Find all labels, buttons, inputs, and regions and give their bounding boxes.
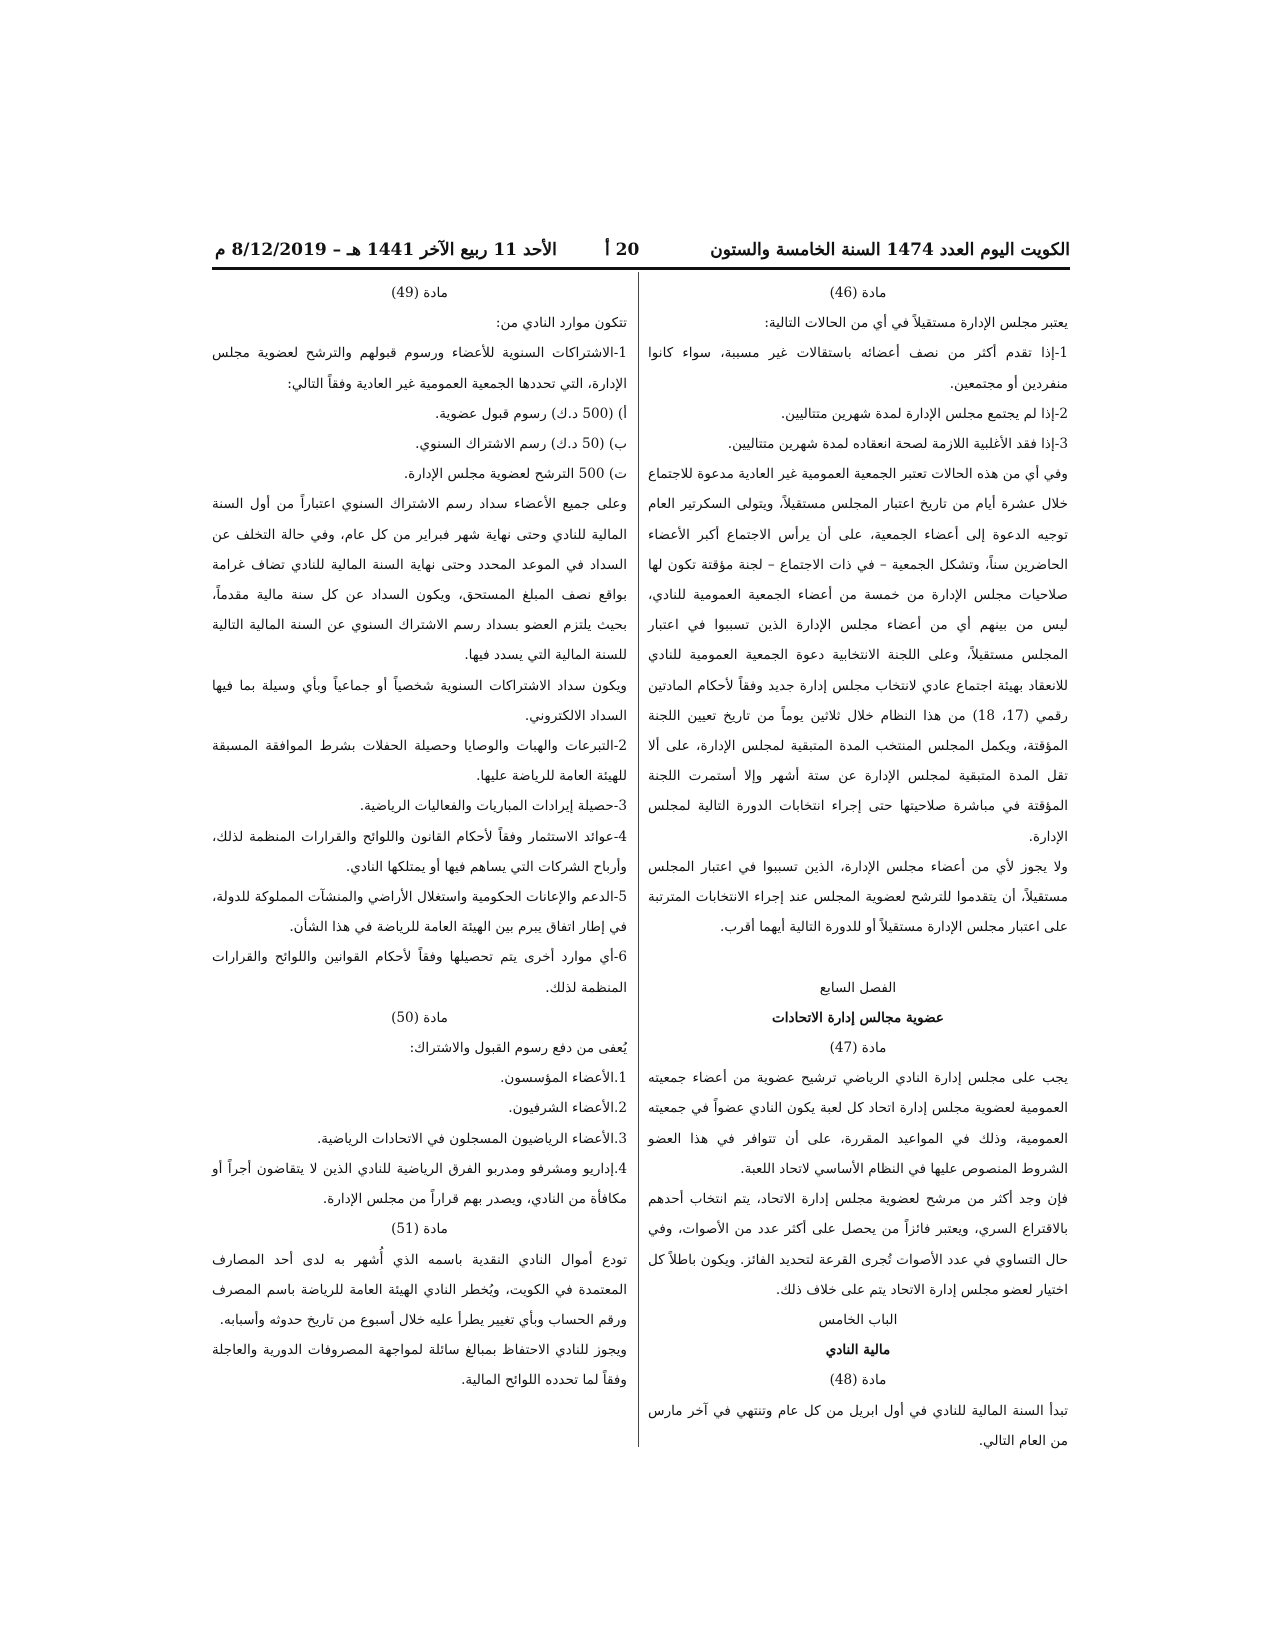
article-heading: مادة (47) bbox=[829, 1040, 887, 1057]
page-header bbox=[215, 240, 1070, 266]
section-heading: الباب الخامس bbox=[818, 1311, 898, 1328]
paragraph: وعلى جميع الأعضاء سداد رسم الاشتراك السنوي اعتباراً من أول السنة المالية للنادي وحتى نهاية شهر فبراير من كل عام، وفي حالة التخلف عن السداد في الموعد المحدد وحتى نهاية السنة المالية للنادي تضاف غرامة بواقع نصف المبلغ المستحق، ويكون السداد عن كل سنة مالية مقدماً، بحيث يلتزم العضو بسداد رسم الاشتراك السنوي عن السنة المالية التالية للسنة المالية التي يسدد فيها. bbox=[212, 496, 627, 664]
paragraph: 3-إذا فقد الأغلبية اللازمة لصحة انعقاده لمدة شهرين متتاليين. bbox=[727, 436, 1068, 453]
paragraph: يعتبر مجلس الإدارة مستقيلاً في أي من الحالات التالية: bbox=[764, 315, 1068, 332]
paragraph: ت) 500 الترشح لعضوية مجلس الإدارة. bbox=[403, 466, 627, 483]
article-heading: مادة (46) bbox=[829, 285, 887, 301]
right-column bbox=[648, 278, 1068, 1456]
article-heading: مادة (48) bbox=[829, 1372, 887, 1389]
paragraph: 4.إداريو ومشرفو ومدربو الفرق الرياضية للنادي الذين لا يتقاضون أجراً أو مكافأة من النادي، ويصدر بهم قراراً من مجلس الإدارة. bbox=[212, 1160, 627, 1208]
paragraph: 2-التبرعات والهبات والوصايا وحصيلة الحفلات بشرط الموافقة المسبقة للهيئة العامة للرياضة عليها. bbox=[212, 738, 627, 785]
spacer bbox=[648, 942, 1068, 972]
paragraph: تبدأ السنة المالية للنادي في أول ابريل من كل عام وتنتهي في آخر مارس من العام التالي. bbox=[648, 1402, 1068, 1449]
paragraph: ب) (50 د.ك) رسم الاشتراك السنوي. bbox=[415, 436, 627, 453]
column-divider bbox=[638, 272, 639, 1447]
paragraph: 1.الأعضاء المؤسسون. bbox=[500, 1070, 627, 1087]
paragraph: تتكون موارد النادي من: bbox=[495, 315, 627, 332]
paragraph: 1-إذا تقدم أكثر من نصف أعضائه باستقالات غير مسببة، سواء كانوا منفردين أو مجتمعين. bbox=[648, 345, 1068, 392]
paragraph: وفي أي من هذه الحالات تعتبر الجمعية العمومية غير العادية مدعوة للاجتماع خلال عشرة أيام من تاريخ اعتبار المجلس مستقيلاً، ويتولى السكرتير العام توجيه الدعوة إلى أعضاء الجمعية، على أن يرأس الاجتماع أكبر الأعضاء الحاضرين سناً، وتشكل الجمعية – في ذات الاجتماع – لجنة مؤقتة تكون لها صلاحيات مجلس الإدارة من خمسة من أعضاء الجمعية العمومية للنادي، ليس من بينهم أي من أعضاء مجلس الإدارة الذين تسببوا في اعتبار المجلس مستقيلاً، وعلى اللجنة الانتخابية دعوة الجمعية العمومية للنادي للانعقاد بهيئة اجتماع عادي لانتخاب مجلس إدارة جديد وفقاً لأحكام المادتين رقمي (17، 18) من هذا النظام خلال ثلاثين يوماً من تاريخ تعيين اللجنة المؤقتة، ويكمل المجلس المنتخب المدة المتبقية لمجلس الإدارة، على ألا تقل المدة المتبقية لمجلس الإدارة عن ستة أشهر وإلا أستمرت اللجنة المؤقتة في مباشرة صلاحيتها حتى إجراء انتخابات الدورة التالية لمجلس الإدارة. bbox=[648, 466, 1068, 845]
article-heading: مادة (49) bbox=[391, 285, 448, 301]
header-rule bbox=[212, 267, 1070, 270]
paragraph: ويكون سداد الاشتراكات السنوية شخصياً أو جماعياً وبأي وسيلة بما فيها السداد الالكتروني. bbox=[212, 677, 627, 724]
paragraph: فإن وجد أكثر من مرشح لعضوية مجلس إدارة الاتحاد، يتم انتخاب أحدهم بالاقتراع السري، ويعتبر فائزاً من يحصل على أكثر عدد من الأصوات، وفي حال التساوي في عدد الأصوات تُجرى القرعة لتحديد الفائز. ويكون باطلاً كل اختيار لعضو مجلس إدارة الاتحاد يتم على خلاف ذلك. bbox=[648, 1191, 1068, 1298]
paragraph: 5-الدعم والإعانات الحكومية واستغلال الأراضي والمنشآت المملوكة للدولة، في إطار اتفاق يبرم بين الهيئة العامة للرياضة في هذا الشأن. bbox=[212, 889, 627, 936]
article-heading: مادة (51) bbox=[391, 1221, 448, 1238]
left-column bbox=[212, 278, 627, 1396]
paragraph: 2.الأعضاء الشرفيون. bbox=[508, 1100, 627, 1117]
paragraph: ويجوز للنادي الاحتفاظ بمبالغ سائلة لمواجهة المصروفات الدورية والعاجلة وفقاً لما تحدده اللوائح المالية. bbox=[212, 1342, 627, 1389]
issue-date: الأحد 11 ربيع الآخر 1441 هـ – 8/12/2019 م bbox=[215, 240, 557, 260]
paragraph: تودع أموال النادي النقدية باسمه الذي أُشهر به لدى أحد المصارف المعتمدة في الكويت، ويُخطر النادي الهيئة العامة للرياضة باسم المصرف ورقم الحساب وبأي تغيير يطرأ عليه خلال أسبوع من تاريخ حدوثه وأسبابه. bbox=[212, 1251, 627, 1328]
paragraph: 3-حصيلة إيرادات المباريات والفعاليات الرياضية. bbox=[359, 798, 627, 815]
paragraph: ولا يجوز لأي من أعضاء مجلس الإدارة، الذين تسببوا في اعتبار المجلس مستقيلاً، أن يتقدموا للترشح لعضوية المجلس عند إجراء الانتخابات المترتبة على اعتبار مجلس الإدارة مستقيلاً أو للدورة التالية أيهما أقرب. bbox=[648, 858, 1068, 936]
paragraph: 3.الأعضاء الرياضيون المسجلون في الاتحادات الرياضية. bbox=[316, 1130, 627, 1147]
article-heading: مادة (50) bbox=[391, 1009, 448, 1026]
section-heading: الفصل السابع bbox=[819, 979, 897, 996]
paragraph: 4-عوائد الاستثمار وفقاً لأحكام القانون واللوائح والقرارات المنظمة لذلك، وأرباح الشركات التي يساهم فيها أو يمتلكها النادي. bbox=[212, 828, 627, 875]
paragraph: 2-إذا لم يجتمع مجلس الإدارة لمدة شهرين متتاليين. bbox=[780, 405, 1068, 422]
paragraph: أ) (500 د.ك) رسوم قبول عضوية. bbox=[434, 405, 627, 422]
page-number: 20 أ bbox=[605, 240, 640, 260]
paragraph: يجب على مجلس إدارة النادي الرياضي ترشيح عضوية من أعضاء جمعيته العمومية لعضوية مجلس إدارة اتحاد كل لعبة يكون النادي عضواً في جمعيته العمومية، وذلك في المواعيد المقررة، على أن تتوافر في هذا العضو الشروط المنصوص عليها في النظام الأساسي لاتحاد اللعبة. bbox=[648, 1070, 1068, 1177]
paragraph: 6-أي موارد أخرى يتم تحصيلها وفقاً لأحكام القوانين واللوائح والقرارات المنظمة لذلك. bbox=[212, 949, 627, 996]
paragraph: 1-الاشتراكات السنوية للأعضاء ورسوم قبولهم والترشح لعضوية مجلس الإدارة، التي تحددها الجمعية العمومية غير العادية وفقاً التالي: bbox=[212, 345, 627, 392]
issue-info: الكويت اليوم العدد 1474 السنة الخامسة والستون bbox=[710, 240, 1070, 260]
paragraph: يُعفى من دفع رسوم القبول والاشتراك: bbox=[409, 1040, 627, 1057]
section-title: عضوية مجالس إدارة الاتحادات bbox=[771, 1009, 944, 1026]
section-title: مالية النادي bbox=[825, 1342, 891, 1359]
